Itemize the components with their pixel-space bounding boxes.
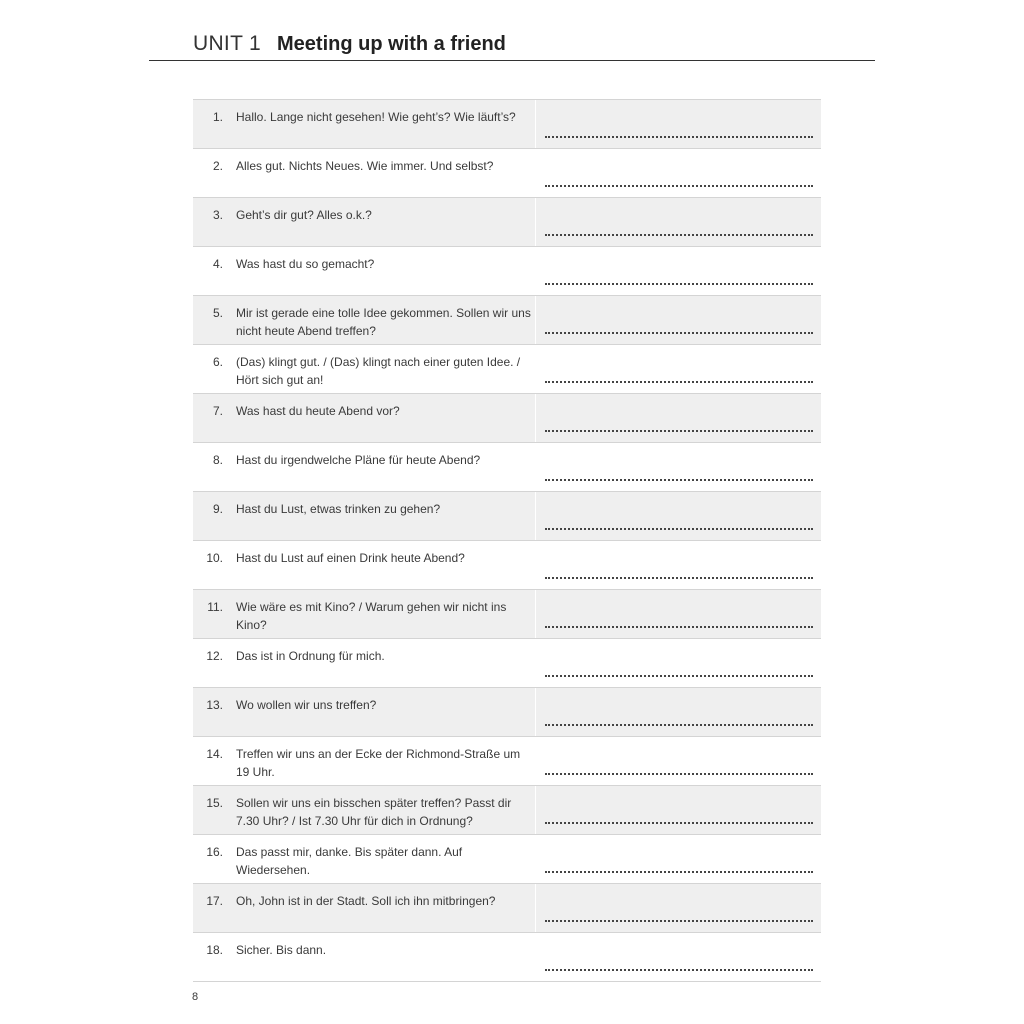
item-number: 11.: [207, 600, 223, 614]
unit-header: [149, 30, 875, 61]
dotted-answer-line: [545, 283, 813, 285]
item-number: 5.: [212, 306, 223, 320]
exercise-row: [193, 688, 821, 737]
german-phrase: Hallo. Lange nicht gesehen! Wie geht’s? Wie läuft’s?: [236, 110, 516, 124]
dotted-answer-line: [545, 822, 813, 824]
dotted-answer-line: [545, 969, 813, 971]
dotted-answer-line: [545, 773, 813, 775]
unit-title: Meeting up with a friend: [277, 33, 506, 55]
translation-exercise-table: [193, 99, 821, 982]
item-number: 13.: [206, 698, 223, 712]
dotted-answer-line: [545, 136, 813, 138]
exercise-row: [193, 639, 821, 688]
answer-field[interactable]: [535, 786, 821, 834]
exercise-row: [193, 786, 821, 835]
exercise-row: [193, 835, 821, 884]
item-number: 12.: [206, 649, 223, 663]
answer-field[interactable]: [535, 345, 821, 393]
item-number: 7.: [212, 404, 223, 418]
exercise-row: [193, 149, 821, 198]
answer-field[interactable]: [535, 492, 821, 540]
dotted-answer-line: [545, 626, 813, 628]
item-number: 2.: [212, 159, 223, 173]
answer-field[interactable]: [535, 296, 821, 344]
exercise-row: [193, 394, 821, 443]
answer-field[interactable]: [535, 884, 821, 932]
item-number: 3.: [212, 208, 223, 222]
item-number: 9.: [212, 502, 223, 516]
dotted-answer-line: [545, 185, 813, 187]
exercise-row: [193, 541, 821, 590]
exercise-row: [193, 933, 821, 982]
answer-field[interactable]: [535, 590, 821, 638]
answer-field[interactable]: [535, 688, 821, 736]
dotted-answer-line: [545, 430, 813, 432]
unit-label: UNIT 1: [193, 32, 261, 55]
german-phrase: Das ist in Ordnung für mich.: [236, 649, 385, 663]
german-phrase: Alles gut. Nichts Neues. Wie immer. Und selbst?: [236, 159, 494, 173]
item-number: 10.: [206, 551, 223, 565]
dotted-answer-line: [545, 528, 813, 530]
dotted-answer-line: [545, 724, 813, 726]
answer-field[interactable]: [535, 198, 821, 246]
answer-field[interactable]: [535, 835, 821, 883]
exercise-row: [193, 590, 821, 639]
answer-field[interactable]: [535, 149, 821, 197]
item-number: 16.: [206, 845, 223, 859]
dotted-answer-line: [545, 479, 813, 481]
answer-field[interactable]: [535, 247, 821, 295]
german-phrase: Was hast du heute Abend vor?: [236, 404, 400, 418]
dotted-answer-line: [545, 675, 813, 677]
item-number: 1.: [212, 110, 223, 124]
german-phrase: Treffen wir uns an der Ecke der Richmond-Straße um 19 Uhr.: [236, 747, 521, 779]
exercise-row: [193, 100, 821, 149]
german-phrase: Hast du Lust auf einen Drink heute Abend?: [236, 551, 465, 565]
exercise-row: [193, 492, 821, 541]
exercise-row: [193, 296, 821, 345]
exercise-row: [193, 198, 821, 247]
exercise-row: [193, 443, 821, 492]
answer-field[interactable]: [535, 639, 821, 687]
item-number: 8.: [212, 453, 223, 467]
item-number: 4.: [212, 257, 223, 271]
item-number: 18.: [206, 943, 223, 957]
item-number: 14.: [206, 747, 223, 761]
answer-field[interactable]: [535, 541, 821, 589]
exercise-row: [193, 345, 821, 394]
german-phrase: (Das) klingt gut. / (Das) klingt nach einer guten Idee. / Hört sich gut an!: [236, 355, 521, 387]
exercise-row: [193, 884, 821, 933]
item-number: 6.: [212, 355, 223, 369]
german-phrase: Sollen wir uns ein bisschen später treffen? Passt dir 7.30 Uhr? / Ist 7.30 Uhr für dich in Ordnung?: [236, 796, 512, 828]
dotted-answer-line: [545, 332, 813, 334]
german-phrase: Was hast du so gemacht?: [236, 257, 375, 271]
german-phrase: Wo wollen wir uns treffen?: [236, 698, 377, 712]
answer-field[interactable]: [535, 933, 821, 981]
item-number: 17.: [206, 894, 223, 908]
german-phrase: Hast du irgendwelche Pläne für heute Abend?: [236, 453, 481, 467]
dotted-answer-line: [545, 920, 813, 922]
german-phrase: Hast du Lust, etwas trinken zu gehen?: [236, 502, 441, 516]
page-number: 8: [192, 991, 199, 1003]
dotted-answer-line: [545, 577, 813, 579]
german-phrase: Oh, John ist in der Stadt. Soll ich ihn mitbringen?: [236, 894, 496, 908]
dotted-answer-line: [545, 234, 813, 236]
dotted-answer-line: [545, 871, 813, 873]
german-phrase: Sicher. Bis dann.: [236, 943, 327, 957]
answer-field[interactable]: [535, 443, 821, 491]
answer-field[interactable]: [535, 394, 821, 442]
answer-field[interactable]: [535, 737, 821, 785]
exercise-row: [193, 737, 821, 786]
answer-field[interactable]: [535, 100, 821, 148]
dotted-answer-line: [545, 381, 813, 383]
german-phrase: Mir ist gerade eine tolle Idee gekommen. Sollen wir uns nicht heute Abend treffen?: [236, 306, 531, 338]
exercise-row: [193, 247, 821, 296]
german-phrase: Wie wäre es mit Kino? / Warum gehen wir nicht ins Kino?: [236, 600, 507, 632]
german-phrase: Das passt mir, danke. Bis später dann. Auf Wiedersehen.: [236, 845, 463, 877]
item-number: 15.: [206, 796, 223, 810]
german-phrase: Geht’s dir gut? Alles o.k.?: [236, 208, 372, 222]
